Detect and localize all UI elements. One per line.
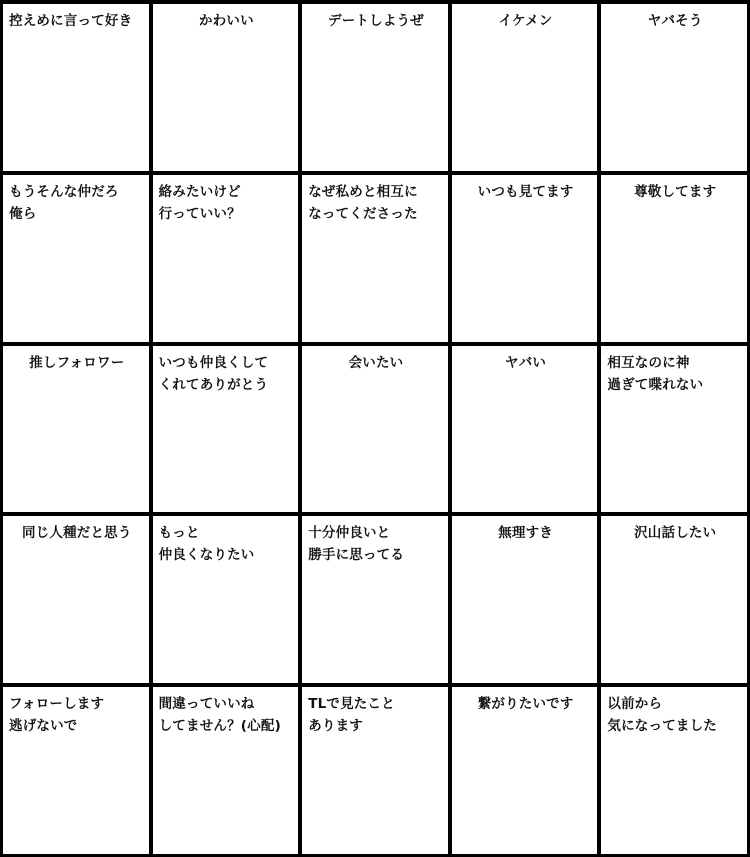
cell-label: 尊敬してます — [634, 183, 717, 200]
grid-cell[interactable] — [452, 4, 598, 171]
grid-cell[interactable] — [153, 4, 299, 171]
grid-cell[interactable] — [153, 175, 299, 342]
grid-cell[interactable] — [3, 4, 149, 171]
cell-label: ヤバい — [505, 354, 547, 371]
grid-cell[interactable] — [302, 687, 448, 854]
cell-label: 十分仲良いと 勝手に思ってる — [308, 525, 405, 564]
cell-label: 繋がりたいです — [477, 696, 574, 713]
cell-label: もっと 仲良くなりたい — [158, 525, 255, 564]
cell-label: TLで見たこと あります — [308, 696, 395, 735]
cell-label: 無理すき — [498, 525, 553, 542]
grid-cell[interactable] — [601, 175, 747, 342]
cell-label: いつも仲良くして くれてありがとう — [158, 354, 269, 393]
cell-label: 推しフォロワー — [29, 354, 125, 371]
cell-label: イケメン — [498, 13, 553, 29]
grid-cell[interactable] — [452, 687, 598, 854]
grid-cell[interactable] — [452, 346, 598, 513]
cell-label: 相互なのに神 過ぎて喋れない — [607, 354, 704, 393]
grid-cell[interactable] — [153, 516, 299, 683]
cell-label: 絡みたいけど 行っていい？ — [158, 183, 241, 222]
grid-cell[interactable] — [3, 175, 149, 342]
grid-cell[interactable] — [601, 516, 747, 683]
cell-label: フォローします 逃げないで — [9, 696, 105, 735]
cell-label: 会いたい — [348, 354, 404, 371]
cell-label: 同じ人種だと思う — [21, 525, 132, 542]
grid-cell[interactable] — [3, 516, 149, 683]
grid-cell[interactable] — [302, 4, 448, 171]
cell-label: 以前から 気になってました — [607, 696, 717, 735]
grid-cell[interactable] — [452, 175, 598, 342]
grid-cell[interactable] — [3, 346, 149, 513]
grid-cell[interactable] — [601, 4, 747, 171]
grid-cell[interactable] — [601, 687, 747, 854]
grid-cell[interactable] — [302, 516, 448, 683]
cell-label: いつも見てます — [477, 183, 574, 200]
cell-label: 間違っていいね してません？(心配) — [158, 696, 281, 735]
grid-cell[interactable] — [153, 687, 299, 854]
cell-label: ヤバそう — [647, 13, 703, 29]
cell-label: かわいい — [198, 13, 254, 29]
grid-cell[interactable] — [302, 175, 448, 342]
grid-cell[interactable] — [3, 687, 149, 854]
cell-label: 控えめに言って好き — [9, 13, 133, 29]
cell-label: 沢山話したい — [634, 525, 717, 542]
cell-label: なぜ私めと相互に なってくださった — [308, 183, 418, 222]
grid-cell[interactable] — [302, 346, 448, 513]
grid-cell[interactable] — [452, 516, 598, 683]
grid-cell[interactable] — [601, 346, 747, 513]
cell-label: もうそんな仲だろ 俺ら — [9, 183, 119, 222]
grid-cell[interactable] — [153, 346, 299, 513]
cell-label: デートしようぜ — [328, 13, 424, 29]
